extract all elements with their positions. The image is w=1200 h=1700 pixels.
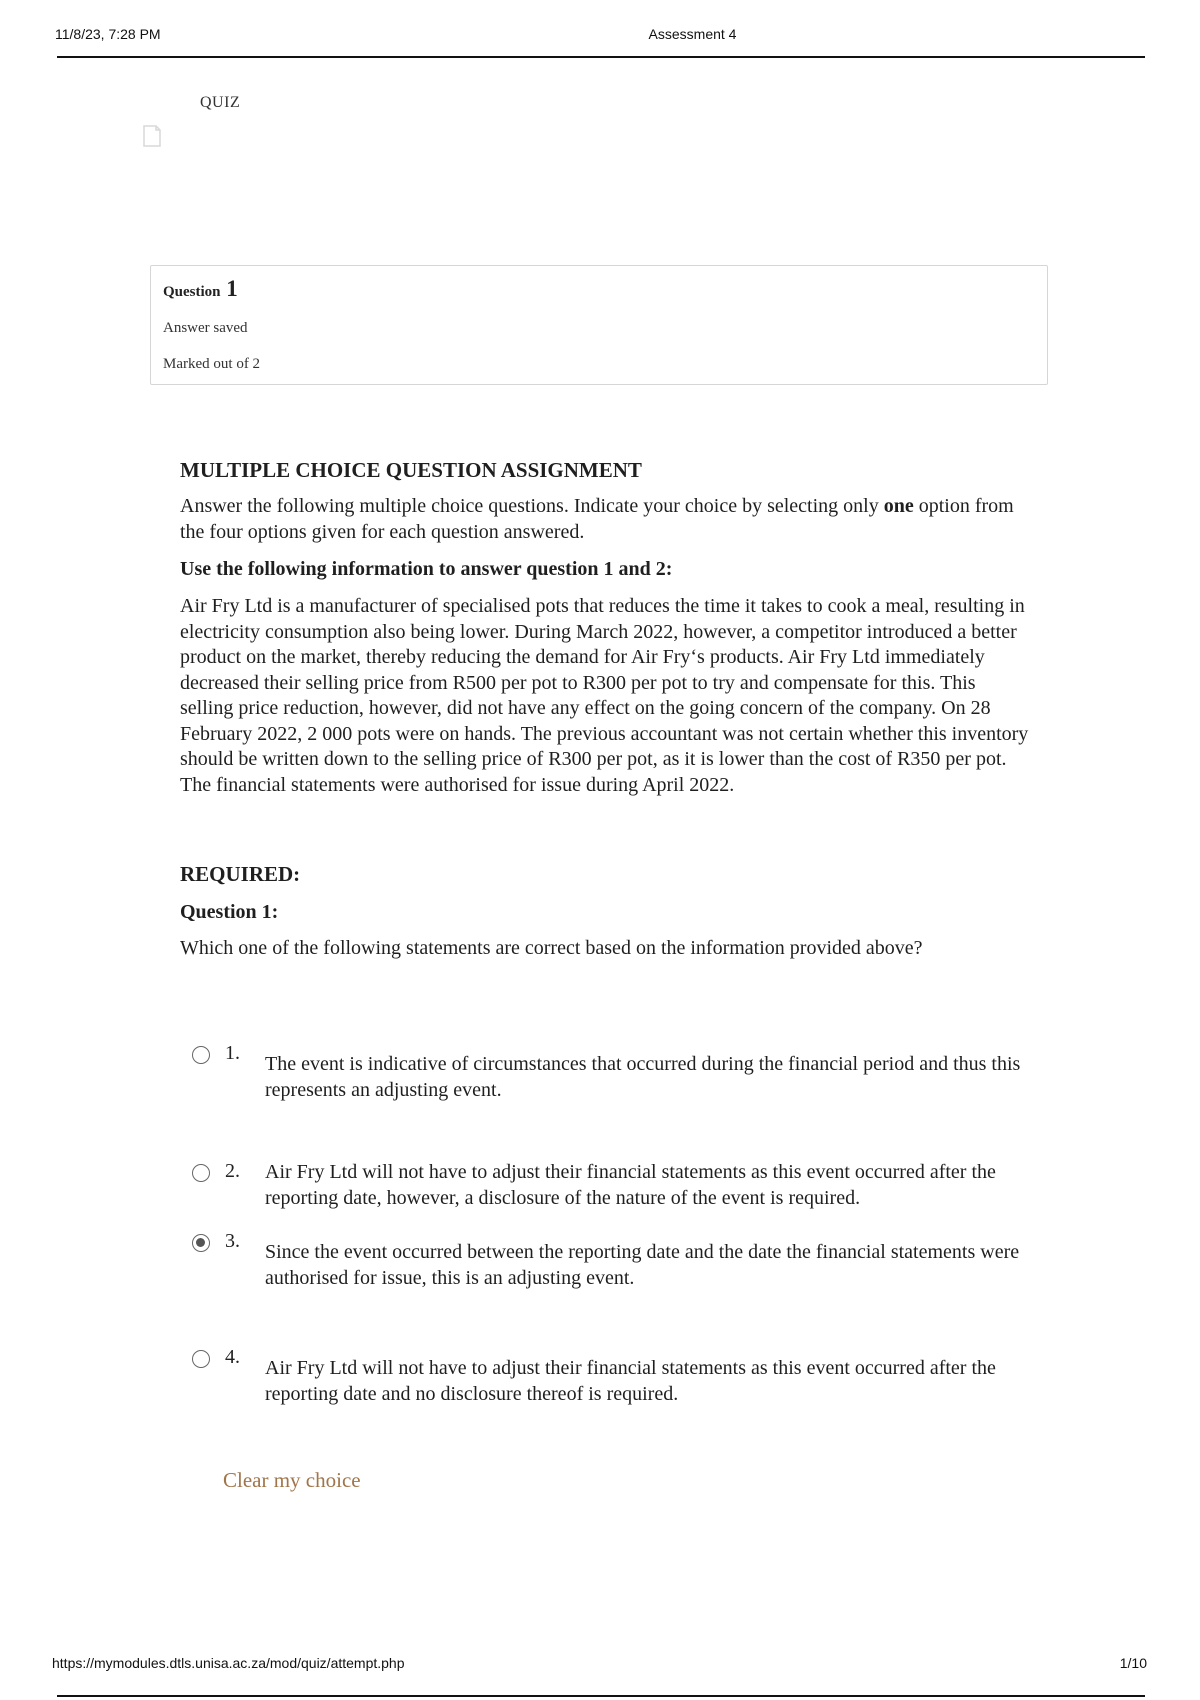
page-number: 1/10 — [1119, 1655, 1147, 1671]
instructions-post: option from the four options given for each question answered. — [180, 495, 1014, 543]
option-text[interactable]: Air Fry Ltd will not have to adjust their financial statements as this event occurred after the reporting date, however, a disclosure of the nature of the event is required. — [265, 1161, 996, 1209]
option-number: 2. — [225, 1160, 240, 1182]
required-heading: REQUIRED: — [180, 862, 301, 886]
option-text[interactable]: Air Fry Ltd will not have to adjust their financial statements as this event occurred after the reporting date and no disclosure thereof is required. — [265, 1357, 996, 1405]
radio-button-3[interactable] — [192, 1234, 210, 1252]
option-number: 3. — [225, 1230, 240, 1252]
question-grade: Marked out of 2 — [163, 356, 261, 372]
footer-divider — [57, 1695, 1145, 1697]
instructions-bold: one — [883, 495, 914, 517]
assignment-heading: MULTIPLE CHOICE QUESTION ASSIGNMENT — [180, 458, 642, 482]
option-text[interactable]: The event is indicative of circumstances that occurred during the financial period and thus this represents an adjusting event. — [265, 1053, 1021, 1101]
header-divider — [57, 56, 1145, 58]
case-passage: Air Fry Ltd is a manufacturer of specialised pots that reduces the time it takes to cook a meal, resulting in electricity consumption also being lower. During March 2022, however, a competitor introduced a better product on the market, thereby reducing the demand for Air Fry‘s products. Air Fry Ltd immediately decreased their selling price from R500 per pot to R300 per pot to try and compensate for this. This selling price reduction, however, did not have any effect on the going concern of the company. On 28 February 2022, 2 000 pots were on hands. The previous accountant was not certain whether this inventory should be written down to the selling price of R300 per pot, as it is lower than the cost of R350 per pot. The financial statements were authorised for issue during April 2022. — [180, 595, 1029, 796]
option-number: 4. — [225, 1346, 240, 1368]
option-number: 1. — [225, 1042, 240, 1064]
question-label: Question 1: — [180, 901, 279, 923]
clear-choice-link[interactable]: Clear my choice — [223, 1468, 361, 1492]
print-url: https://mymodules.dtls.unisa.ac.za/mod/quiz/attempt.php — [52, 1655, 405, 1671]
question-number-label: Question — [163, 284, 221, 300]
quiz-icon — [141, 124, 163, 148]
instructions — [180, 494, 1030, 545]
question-info-box — [150, 265, 1048, 385]
print-date: 11/8/23, 7:28 PM — [55, 26, 161, 42]
quiz-label: QUIZ — [200, 94, 241, 111]
use-info-heading: Use the following information to answer question 1 and 2: — [180, 558, 673, 580]
option-text[interactable]: Since the event occurred between the reporting date and the date the financial statements were authorised for issue, this is an adjusting event. — [265, 1241, 1020, 1289]
radio-button-4[interactable] — [192, 1350, 210, 1368]
radio-button-1[interactable] — [192, 1046, 210, 1064]
question-number — [163, 276, 238, 302]
question-state: Answer saved — [163, 320, 248, 336]
question-number-value: 1 — [226, 276, 238, 301]
question-text: Which one of the following statements are correct based on the information provided above? — [180, 937, 923, 959]
radio-button-2[interactable] — [192, 1164, 210, 1182]
print-title: Assessment 4 — [648, 26, 737, 42]
instructions-pre: Answer the following multiple choice questions. Indicate your choice by selecting only — [180, 495, 884, 517]
